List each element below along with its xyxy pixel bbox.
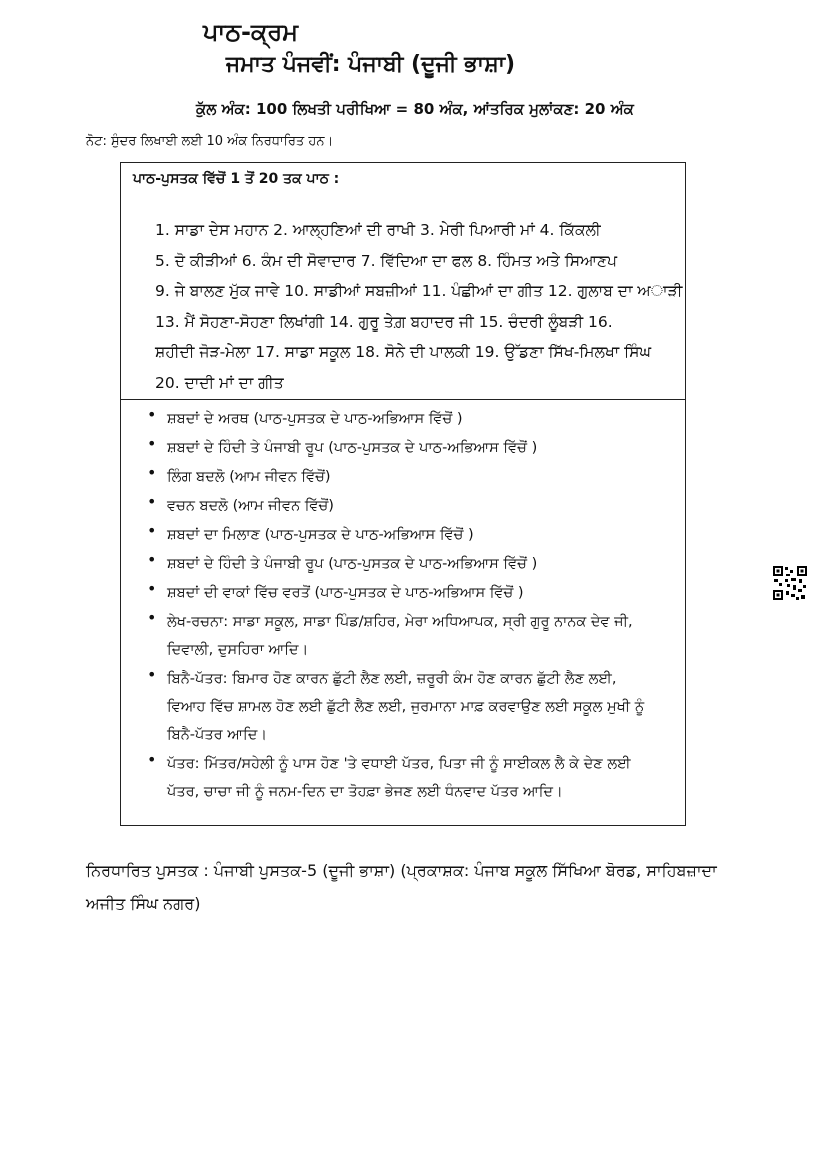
topic-line: • ਸ਼ਬਦਾਂ ਦਾ ਮਿਲਾਣ (ਪਾਠ-ਪੁਸਤਕ ਦੇ ਪਾਠ-ਅਭਿਆਸ ਵਿੱਚੋਂ ) [167, 527, 474, 543]
topic-item [145, 521, 675, 549]
topic-line: • ਲੇਖ-ਰਚਨਾ: ਸਾਡਾ ਸਕੂਲ, ਸਾਡਾ ਪਿੰਡ/ਸ਼ਹਿਰ, ਮੇਰਾ ਅਧਿਆਪਕ, ਸ੍ਰੀ ਗੁਰੂ ਨਾਨਕ ਦੇਵ ਜੀ, [167, 614, 633, 630]
lesson-line: 1. ਸਾਡਾ ਦੇਸ ਮਹਾਨ 2. ਆਲ੍ਹਣਿਆਂ ਦੀ ਰਾਖੀ 3. ਮੇਰੀ ਪਿਆਰੀ ਮਾਂ 4. ਕਿੱਕਲੀ [155, 221, 601, 239]
syllabus-box [120, 162, 686, 826]
lesson-line: 20. ਦਾਦੀ ਮਾਂ ਦਾ ਗੀਤ [155, 373, 284, 392]
lesson-line: 13. ਮੈਂ ਸੋਹਣਾ-ਸੋਹਣਾ ਲਿਖਾਂਗੀ 14. ਗੁਰੂ ਤੇਗ਼ ਬਹਾਦਰ ਜੀ 15. ਚੰਦਰੀ ਲੂੰਬੜੀ 16. [155, 312, 613, 331]
lesson-line: 5. ਦੋ ਕੀੜੀਆਂ 6. ਕੰਮ ਦੀ ਸੋਵਾਦਾਰ 7. ਵਿੱਦਿਆ ਦਾ ਫਲ 8. ਹਿੰਮਤ ਅਤੇ ਸਿਆਣਪ [155, 251, 618, 270]
topic-item [145, 750, 675, 806]
prescribed-book-line: ਅਜੀਤ ਸਿੰਘ ਨਗਰ) [86, 894, 201, 913]
topic-item [145, 463, 675, 491]
note-text: ਨੋਟ: ਸੁੰਦਰ ਲਿਖਾਈ ਲਈ 10 ਅੰਕ ਨਿਰਧਾਰਿਤ ਹਨ। [86, 134, 334, 149]
page-subtitle: ਜਮਾਤ ਪੰਜਵੀਂ: ਪੰਜਾਬੀ (ਦੂਜੀ ਭਾਸ਼ਾ) [225, 52, 516, 77]
topic-line: • ਸ਼ਬਦਾਂ ਦੀ ਵਾਕਾਂ ਵਿੱਚ ਵਰਤੋਂ (ਪਾਠ-ਪੁਸਤਕ ਦੇ ਪਾਠ-ਅਭਿਆਸ ਵਿੱਚੋਂ ) [167, 585, 524, 601]
topic-line: • ਸ਼ਬਦਾਂ ਦੇ ਹਿੰਦੀ ਤੇ ਪੰਜਾਬੀ ਰੂਪ (ਪਾਠ-ਪੁਸਤਕ ਦੇ ਪਾਠ-ਅਭਿਆਸ ਵਿੱਚੋਂ ) [167, 440, 538, 456]
topic-item [145, 608, 675, 664]
qr-code-icon [772, 565, 808, 601]
topic-line: • ਵਚਨ ਬਦਲੋ (ਆਮ ਜੀਵਨ ਵਿੱਚੋਂ) [167, 498, 334, 514]
topic-line: ਵਿਆਹ ਵਿੱਚ ਸ਼ਾਮਲ ਹੋਣ ਲਈ ਛੁੱਟੀ ਲੈਣ ਲਈ, ਜੁਰਮਾਨਾ ਮਾਫ਼ ਕਰਵਾਉਣ ਲਈ ਸਕੂਲ ਮੁਖੀ ਨੂੰ [167, 699, 645, 715]
topic-line: • ਪੱਤਰ: ਮਿੱਤਰ/ਸਹੇਲੀ ਨੂੰ ਪਾਸ ਹੋਣ 'ਤੇ ਵਧਾਈ ਪੱਤਰ, ਪਿਤਾ ਜੀ ਨੂੰ ਸਾਈਕਲ ਲੈ ਕੇ ਦੇਣ ਲਈ [167, 756, 631, 772]
lesson-line: ਸ਼ਹੀਦੀ ਜੋੜ-ਮੇਲਾ 17. ਸਾਡਾ ਸਕੂਲ 18. ਸੋਨੇ ਦੀ ਪਾਲਕੀ 19. ਉੱਡਣਾ ਸਿੱਖ-ਮਿਲਖਾ ਸਿੰਘ [155, 343, 651, 361]
prescribed-book-line: ਨਿਰਧਾਰਿਤ ਪੁਸਤਕ : ਪੰਜਾਬੀ ਪੁਸਤਕ-5 (ਦੂਜੀ ਭਾਸ਼ਾ) (ਪ੍ਰਕਾਸ਼ਕ: ਪੰਜਾਬ ਸਕੂਲ ਸਿੱਖਿਆ ਬੋਰਡ, ਸਾਹਿਬਜ਼ਾਦਾ [86, 861, 717, 880]
topic-line: • ਸ਼ਬਦਾਂ ਦੇ ਅਰਥ (ਪਾਠ-ਪੁਸਤਕ ਦੇ ਪਾਠ-ਅਭਿਆਸ ਵਿੱਚੋਂ ) [167, 411, 463, 427]
topic-line: ਬਿਨੈ-ਪੱਤਰ ਆਦਿ। [167, 727, 268, 743]
topic-item [145, 579, 675, 607]
topic-list [145, 405, 675, 806]
box-divider [121, 399, 685, 400]
topic-line: ਦਿਵਾਲੀ, ਦੁਸਹਿਰਾ ਆਦਿ। [167, 642, 309, 658]
lesson-list [155, 215, 683, 398]
topic-item [145, 434, 675, 462]
marks-summary: ਕੁੱਲ ਅੰਕ: 100 ਲਿਖਤੀ ਪਰੀਖਿਆ = 80 ਅੰਕ, ਆਂਤਰਿਕ ਮੁਲਾਂਕਣ: 20 ਅੰਕ [196, 100, 634, 118]
topic-item [145, 665, 675, 749]
topic-line: • ਸ਼ਬਦਾਂ ਦੇ ਹਿੰਦੀ ਤੇ ਪੰਜਾਬੀ ਰੂਪ (ਪਾਠ-ਪੁਸਤਕ ਦੇ ਪਾਠ-ਅਭਿਆਸ ਵਿੱਚੋਂ ) [167, 556, 538, 572]
topic-item [145, 550, 675, 578]
topic-item [145, 405, 675, 433]
page-title: ਪਾਠ-ਕ੍ਰਮ [202, 18, 299, 46]
syllabus-heading: ਪਾਠ-ਪੁਸਤਕ ਵਿੱਚੋਂ 1 ਤੋਂ 20 ਤਕ ਪਾਠ : [133, 171, 340, 187]
topic-line: • ਲਿੰਗ ਬਦਲੋ (ਆਮ ਜੀਵਨ ਵਿੱਚੋਂ) [167, 469, 331, 485]
prescribed-book [86, 854, 736, 920]
topic-line: • ਬਿਨੈ-ਪੱਤਰ: ਬਿਮਾਰ ਹੋਣ ਕਾਰਨ ਛੁੱਟੀ ਲੈਣ ਲਈ, ਜ਼ਰੂਰੀ ਕੰਮ ਹੋਣ ਕਾਰਨ ਛੁੱਟੀ ਲੈਣ ਲਈ, [167, 671, 617, 687]
topic-item [145, 492, 675, 520]
lesson-line: 9. ਜੇ ਬਾਲਣ ਮੁੱਕ ਜਾਵੇ 10. ਸਾਡੀਆਂ ਸਬਜ਼ੀਆਂ 11. ਪੰਛੀਆਂ ਦਾ ਗੀਤ 12. ਗੁਲਾਬ ਦਾ ਅਾੜੀ [155, 282, 683, 300]
topic-line: ਪੱਤਰ, ਚਾਚਾ ਜੀ ਨੂੰ ਜਨਮ-ਦਿਨ ਦਾ ਤੋਹਫ਼ਾ ਭੇਜਣ ਲਈ ਧੰਨਵਾਦ ਪੱਤਰ ਆਦਿ। [167, 784, 563, 800]
